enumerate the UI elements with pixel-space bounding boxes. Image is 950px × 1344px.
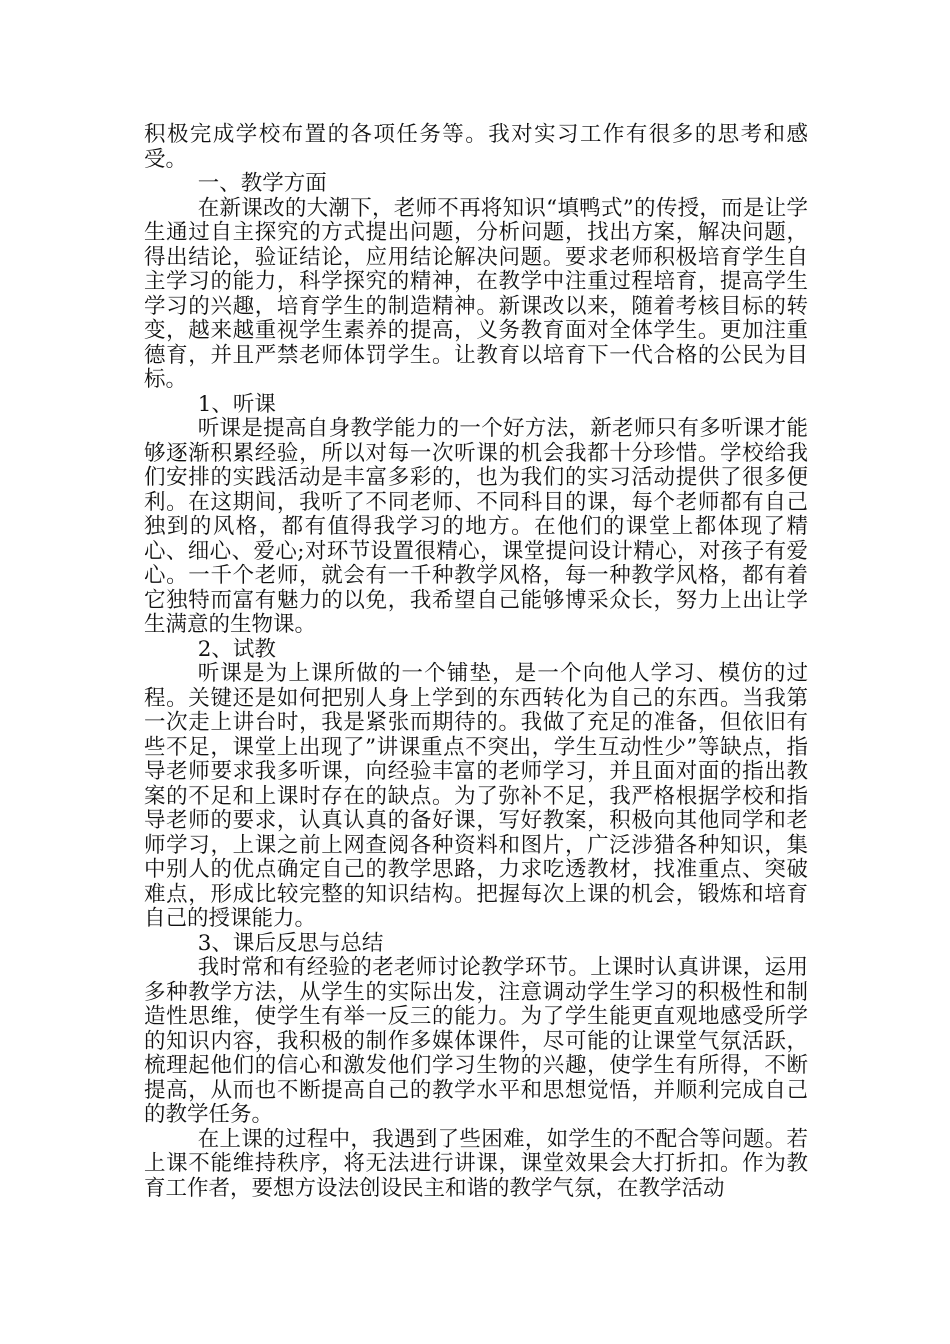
paragraph-new-curriculum: 在新课改的大潮下，老师不再将知识“填鸭式”的传授，而是让学生通过自主探究的方式提出问题，分析问题，找出方案，解决问题，得出结论，验证结论，应用结论解决问题。要求老师积极培育学生自主学习的能力，科学探究的精神，在教学中注重过程培育，提高学生学习的兴趣，培育学生的制造精神。新课改以来，随着考核目标的转变，越来越重视学生素养的提高，义务教育面对全体学生。更加注重德育，并且严禁老师体罚学生。让教育以培育下一代合格的公民为目标。 (144, 195, 808, 392)
heading-reflection: 3、课后反思与总结 (197, 930, 384, 956)
paragraph-intro-continuation: 积极完成学校布置的各项任务等。我对实习工作有很多的思考和感受。 (144, 122, 808, 172)
heading-teaching: 一、教学方面 (197, 171, 327, 196)
paragraph-reflection: 我时常和有经验的老老师讨论教学环节。上课时认真讲课，运用多种教学方法，从学生的实际出发，注意调动学生学习的积极性和制造性思维，使学生有举一反三的能力。为了学生能更直观地感受所学的知识内容，我积极的制作多媒体课件，尽可能的让课堂气氛活跃，梳理起他们的信心和激发他们学习生物的兴趣，使学生有所得，不断提高，从而也不断提高自己的教学水平和思想觉悟，并顺利完成自己的教学任务。 (144, 955, 808, 1127)
paragraph-trial-teaching: 听课是为上课所做的一个铺垫，是一个向他人学习、模仿的过程。关键还是如何把别人身上学到的东西转化为自己的东西。当我第一次走上讲台时，我是紧张而期待的。我做了充足的准备，但依旧有些不足，课堂上出现了”讲课重点不突出，学生互动性少”等缺点，指导老师要求我多听课，向经验丰富的老师学习，并且面对面的指出教案的不足和上课时存在的缺点。为了弥补不足，我严格根据学校和指导老师的要求，认真认真的备好课，写好教案，积极向其他同学和老师学习，上课之前上网查阅各种资料和图片，广泛涉猎各种知识，集中别人的优点确定自己的教学思路，力求吃透教材，找准重点、突破难点，形成比较完整的知识结构。把握每次上课的机会，锻炼和培育自己的授课能力。 (144, 661, 808, 931)
heading-trial-teaching: 2、试教 (197, 636, 276, 662)
paragraph-classroom-difficulties: 在上课的过程中，我遇到了些困难，如学生的不配合等问题。若上课不能维持秩序，将无法进行讲课，课堂效果会大打折扣。作为教育工作者，要想方设法创设民主和谐的教学气氛，在教学活动 (144, 1126, 808, 1201)
heading-lesson-observation: 1、听课 (197, 391, 276, 417)
paragraph-lesson-observation: 听课是提高自身教学能力的一个好方法，新老师只有多听课才能够逐渐积累经验，所以对每一次听课的机会我都十分珍惜。学校给我们安排的实践活动是丰富多彩的，也为我们的实习活动提供了很多便利。在这期间，我听了不同老师、不同科目的课，每个老师都有自己独到的风格，都有值得我学习的地方。在他们的课堂上都体现了精心、细心、爱心;对环节设置很精心，课堂提问设计精心，对孩子有爱心。一千个老师，就会有一千种教学风格，每一种教学风格，都有着它独特而富有魅力的以免，我希望自己能够博采众长，努力上出让学生满意的生物课。 (144, 416, 808, 637)
document-body (144, 123, 808, 1201)
